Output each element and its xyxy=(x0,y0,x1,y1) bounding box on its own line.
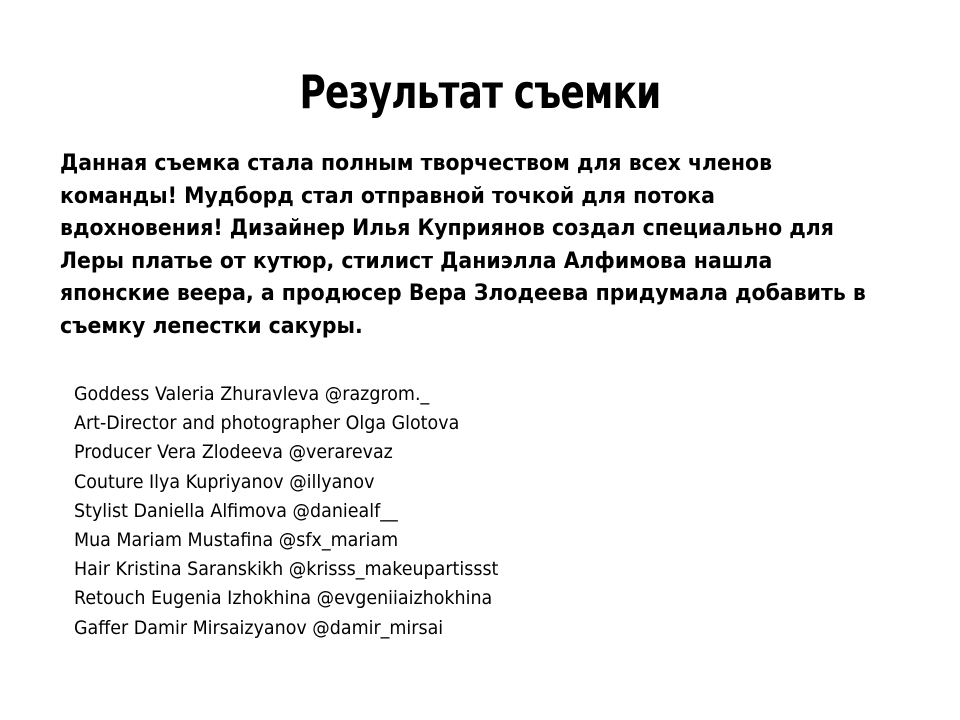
description-line: съемку лепестки сакуры. xyxy=(60,313,363,339)
credit-retouch: Retouch Eugenia Izhokhina @evgeniiaizhokhina xyxy=(74,587,493,610)
credit-gaffer: Gaffer Damir Mirsaizyanov @damir_mirsai xyxy=(74,616,444,639)
description-paragraph xyxy=(60,148,910,343)
description-line: Данная съемка стала полным творчеством для всех членов xyxy=(60,151,773,176)
description-line: команды! Мудборд стал отправной точкой для потока xyxy=(60,183,715,209)
description-line: японские веера, а продюсер Вера Злодеева придумала добавить в xyxy=(60,281,866,306)
credit-art-director: Art-Director and photographer Olga Glotova xyxy=(74,412,460,435)
credit-goddess: Goddess Valeria Zhuravleva @razgrom._ xyxy=(74,383,430,405)
credit-couture: Couture Ilya Kupriyanov @illyanov xyxy=(74,470,375,493)
credits-list xyxy=(74,380,874,643)
credit-producer: Producer Vera Zlodeeva @verarevaz xyxy=(74,441,393,464)
description-line: Леры платье от кутюр, стилист Даниэлла Алфимова нашла xyxy=(60,248,773,274)
credit-hair: Hair Kristina Saranskikh @krisss_makeupartissst xyxy=(74,558,499,581)
description-line: вдохновения! Дизайнер Илья Куприянов создал специально для xyxy=(60,216,834,241)
credit-mua: Mua Mariam Mustafina @sfx_mariam xyxy=(74,529,399,552)
slide-title: Результат съемки xyxy=(299,65,661,119)
credit-stylist: Stylist Daniella Alfimova @daniealf__ xyxy=(74,499,398,522)
